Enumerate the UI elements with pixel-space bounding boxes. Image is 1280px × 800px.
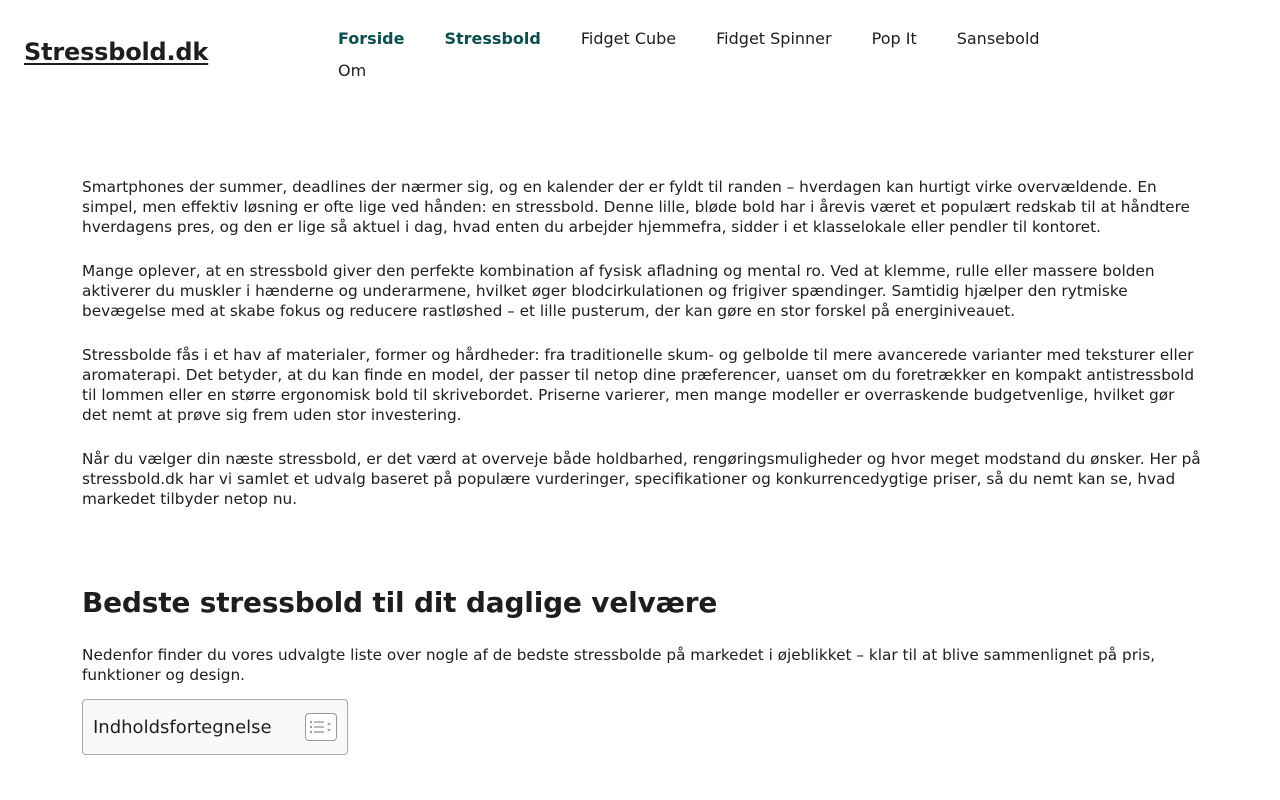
nav-row-1 xyxy=(338,27,1078,49)
body-paragraph: Smartphones der summer, deadlines der nærmer sig, og en kalender der er fyldt til randen – hverdagen kan hurtigt virke overvældende. En simpel, men effektiv løsning er ofte lige ved hånden: en stressbold. Denne lille, bløde bold har i årevis været et populært redskab til at håndtere hverdagens pres, og den er lige så aktuel i dag, hvad enten du arbejder hjemmefra, sidder i et klasselokale eller pendler til kontoret. xyxy=(82,178,1190,236)
table-of-contents xyxy=(82,699,348,755)
body-paragraph: Mange oplever, at en stressbold giver den perfekte kombination af fysisk afladning og mental ro. Ved at klemme, rulle eller massere bolden aktiverer du muskler i hænderne og underarmene, hvilket øger blodcirkulationen og frigiver spændinger. Samtidig hjælper den rytmiske bevægelse med at skabe fokus og reducere rastløshed – et lille pusterum, der kan gøre en stor forskel på energiniveauet. xyxy=(82,262,1155,320)
main-nav xyxy=(338,27,1078,91)
nav-item-stressbold[interactable]: Stressbold xyxy=(444,28,541,48)
site-logo[interactable]: Stressbold.dk xyxy=(24,38,209,66)
body-paragraph: Når du vælger din næste stressbold, er det værd at overveje både holdbarhed, rengøringsmuligheder og hvor meget modstand du ønsker. Her på stressbold.dk har vi samlet et udvalg baseret på populære vurderinger, specifikationer og konkurrencedygtige priser, så du nemt kan se, hvad markedet tilbyder netop nu. xyxy=(82,450,1201,508)
nav-item-forside[interactable]: Forside xyxy=(338,28,405,48)
nav-item-sansebold[interactable]: Sansebold xyxy=(956,28,1040,48)
main-content xyxy=(82,177,1202,755)
nav-item-om[interactable]: Om xyxy=(338,60,367,80)
site-header xyxy=(0,0,1280,130)
list-toggle-icon xyxy=(310,720,332,734)
nav-item-pop-it[interactable]: Pop It xyxy=(871,28,917,48)
nav-item-fidget-spinner[interactable]: Fidget Spinner xyxy=(716,28,832,48)
nav-row-2 xyxy=(338,59,1078,81)
intro-paragraph: Nedenfor finder du vores udvalgte liste over nogle af de bedste stressbolde på markedet i øjeblikket – klar til at blive sammenlignet på pris, funktioner og design. xyxy=(82,646,1156,684)
body-paragraph: Stressbolde fås i et hav af materialer, former og hårdheder: fra traditionelle skum- og gelbolde til mere avancerede varianter med teksturer eller aromaterapi. Det betyder, at du kan finde en model, der passer til netop dine præferencer, uanset om du foretrækker en kompakt antistressbold til lommen eller en større ergonomisk bold til skrivebordet. Priserne varierer, men mange modeller er overraskende budgetvenlige, hvilket gør det nemt at prøve sig frem uden stor investering. xyxy=(82,346,1195,424)
nav-item-fidget-cube[interactable]: Fidget Cube xyxy=(580,28,677,48)
toc-title: Indholdsfortegnelse xyxy=(93,716,272,738)
toc-toggle-button[interactable] xyxy=(305,713,337,741)
section-heading: Bedste stressbold til dit daglige velvære xyxy=(82,586,718,619)
